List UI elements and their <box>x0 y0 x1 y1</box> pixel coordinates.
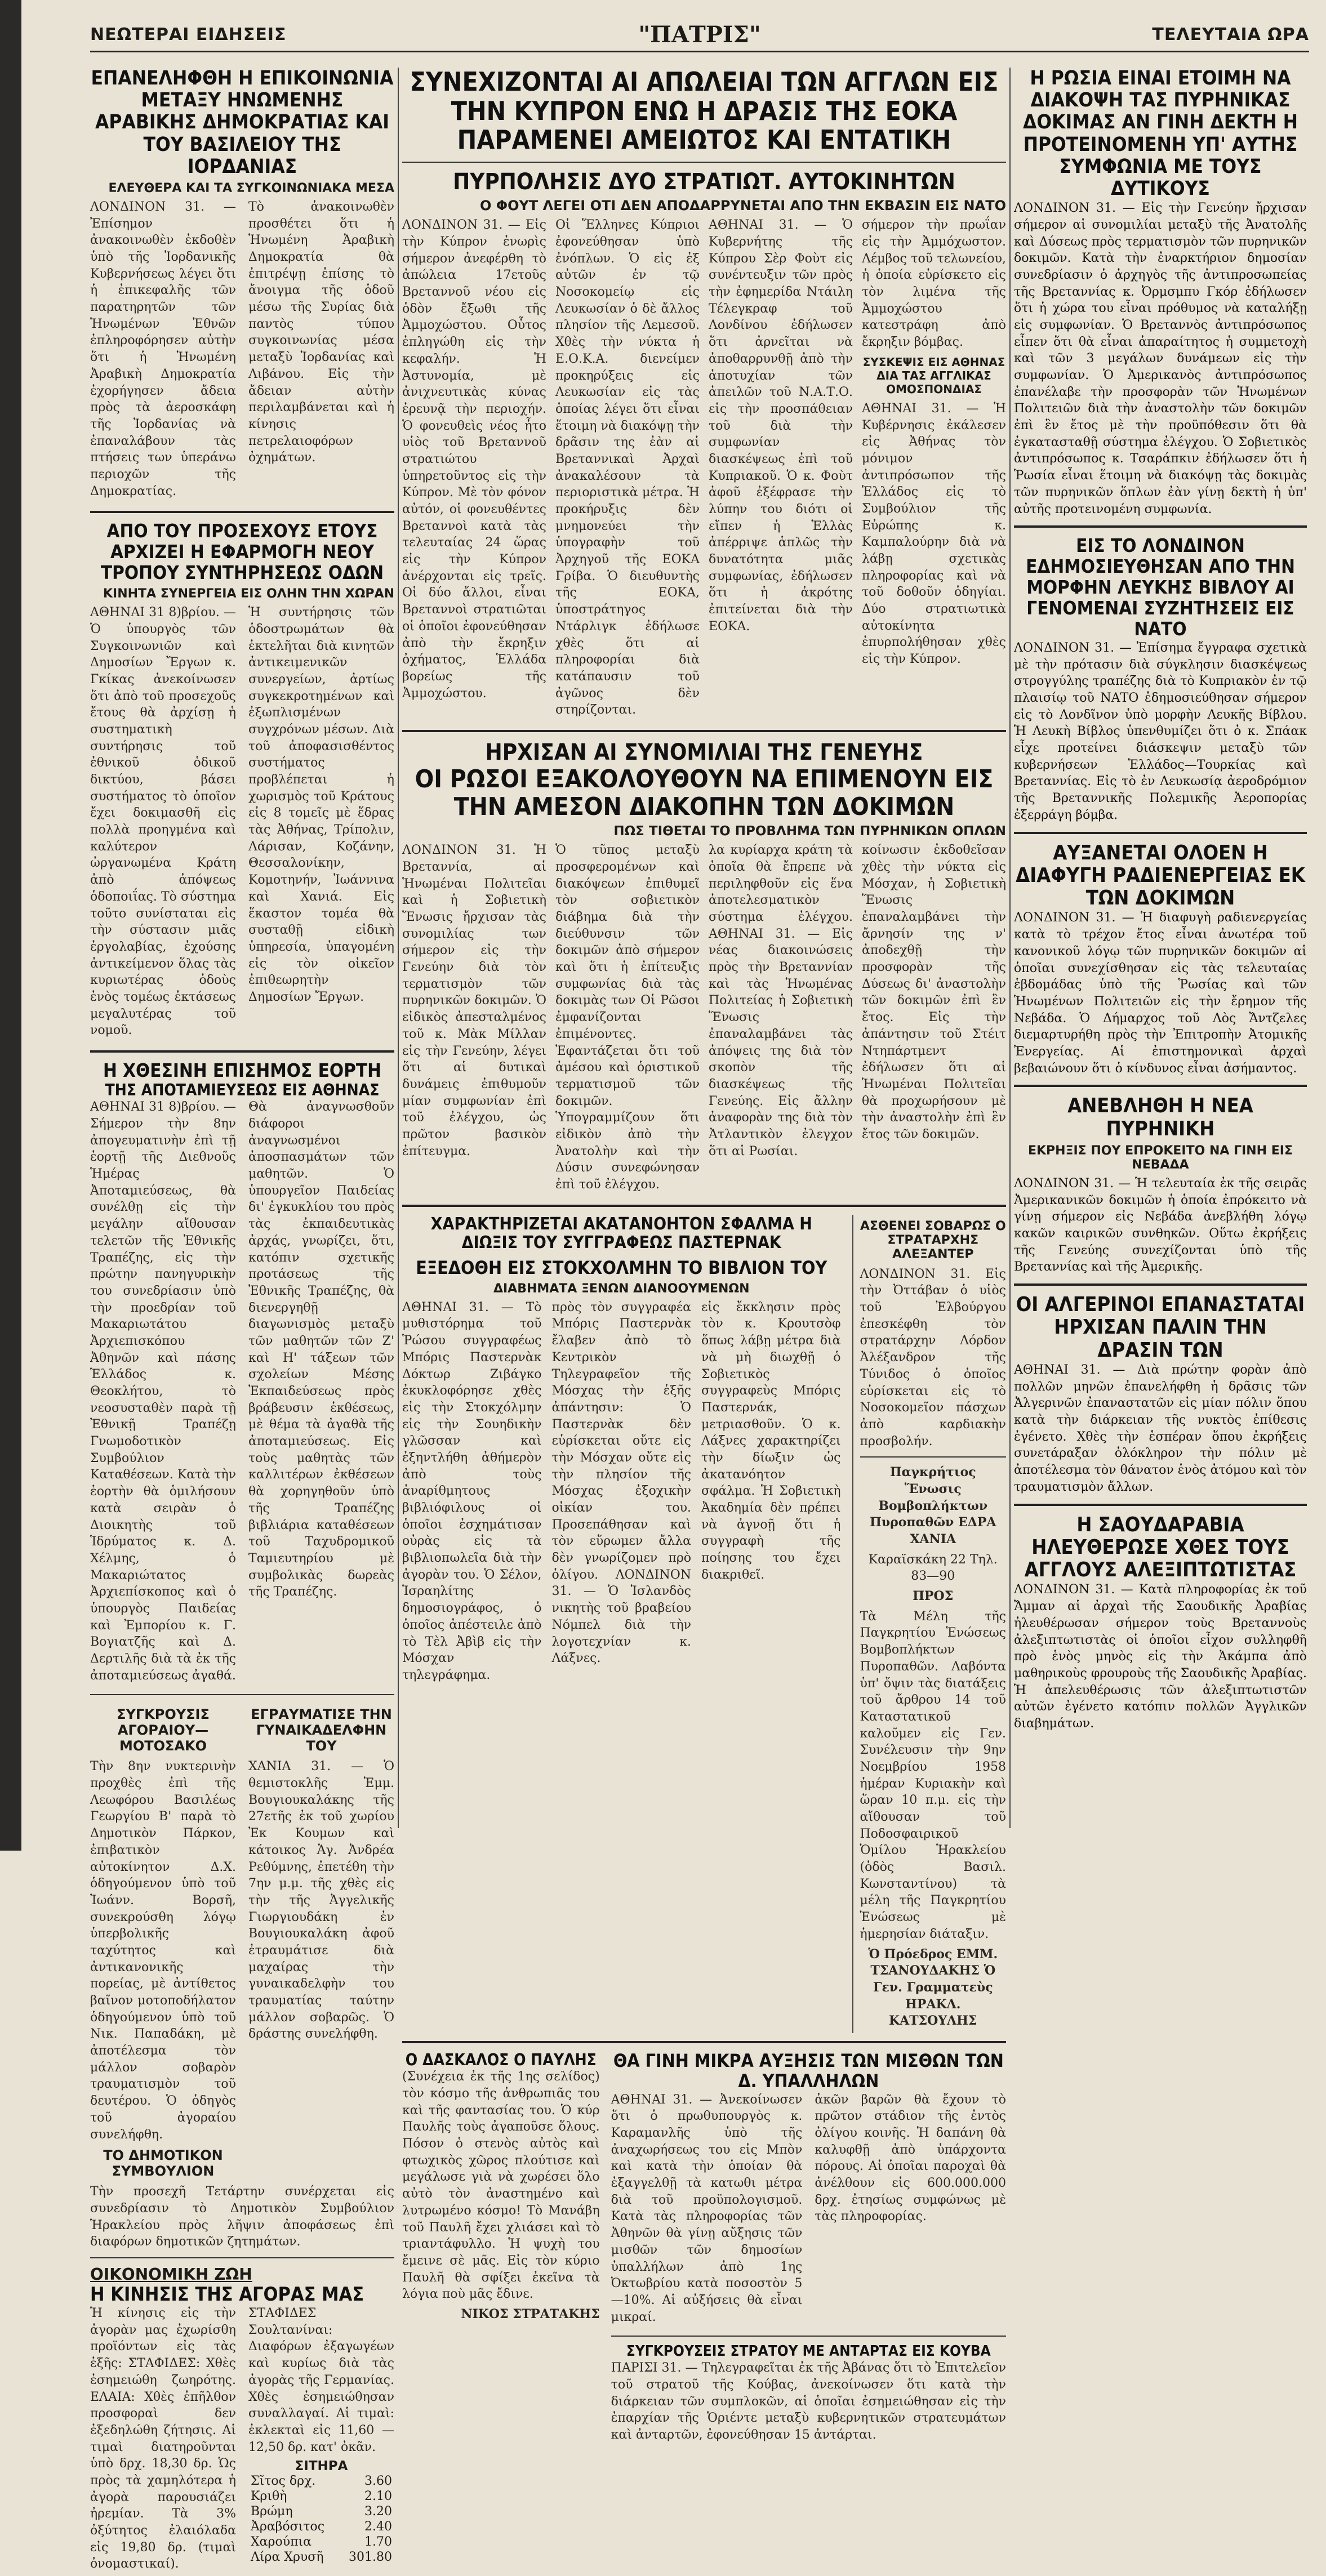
section-economy: ΟΙΚΟΝΟΜΙΚΗ ΖΩΗ <box>90 2265 252 2284</box>
article-athens-meeting: ΑΘΗΝΑΙ 31. — Ἡ Κυβέρνησις ἐκάλεσεν εἰς Ἀθήνας τὸν μόνιμον ἀντιπρόσωπον τῆς Ἑλλάδος εἰς τὸ Συμβούλιον τῆς Εὐρώπης κ. Καμπαλούρην διὰ νὰ λάβῃ σχετικὰς πληροφορίας καὶ νὰ τοῦ δοθοῦν ὁδηγίαι. Δύο στρατιωτικὰ αὐτοκίνητα ἐπυρπολήθησαν χθὲς εἰς τὴν Κύπρον. <box>862 401 1006 667</box>
market-item: Ἀραβόσιτος <box>251 2520 325 2534</box>
article-teacher-author: ΝΙΚΟΣ ΣΤΡΑΤΑΚΗΣ <box>461 2306 600 2321</box>
headline-salaries: ΘΑ ΓΙΝΗ ΜΙΚΡΑ ΑΥΞΗΣΙΣ ΤΩΝ ΜΙΣΘΩΝ ΤΩΝ Δ. ΥΠΑΛΛΗΛΩΝ <box>613 2049 1004 2092</box>
headline-athens-meeting: ΣΥΣΚΕΨΙΣ ΕΙΣ ΑΘΗΝΑΣ ΔΙΑ ΤΑΣ ΑΓΓΛΙΚΑΣ ΟΜΟΣΠΟΝΔΙΑΣ <box>862 355 1005 396</box>
headline-cuba: ΣΥΓΚΡΟΥΣΕΙΣ ΣΤΡΑΤΟΥ ΜΕ ΑΝΤΑΡΤΑΣ ΕΙΣ ΚΟΥΒΑ <box>626 2343 991 2360</box>
article-cyprus-d: σήμερον τὴν πρωΐαν εἰς τὴν Ἀμμόχωστον. Λέμβος τοῦ τελωνείου, ἡ ὁποία εὑρίσκετο εἰς τὸν λιμένα τῆς Ἀμμοχώστου κατεστράφη ἀπὸ ἔκρηξιν βόμβας. <box>862 218 1006 350</box>
article-geneva-b: Ὁ τῦπος μεταξὺ προσφερομένων καὶ διακόψεων ἐπιθυμεῖ τὸν σοβιετικὸν διάβημα διὰ τὴν διεύθυνσιν τῶν δοκιμῶν ἀπὸ σήμερον καὶ ὅτι ἡ ἐπίτευξις συμφωνίας διὰ τὰς δοκιμὰς των Οἱ Ρῶσοι ἐμφανίζονται ἐπιμένοντες. Ἐφαντάζεται ὅτι τοῦ ἀμέσου καὶ ὁριστικοῦ τερματισμοῦ τῶν δοκιμῶν. Ὑπογραμμίζουν ὅτι εἰδικὸν ἀπὸ τὴν Ἀνατολὴν καὶ τὴν Δύσιν συνεφώνησαν ἐπὶ τοῦ ἐλέγχου. <box>555 843 700 1192</box>
article-radiation: ΛΟΝΔΙΝΟΝ 31. — Ἡ διαφυγὴ ραδιενεργείας κατὰ τὸ τρέχον ἔτος εἶναι ἀνωτέρα τοῦ κανονικοῦ λόγῳ τῶν πυρηνικῶν δοκιμῶν αἱ ὁποῖαι συνεχίσθησαν εἰς τὰς τελευταίας ἑβδομάδας ὑπὸ τῆς Ῥωσίας καὶ τῶν Ἡνωμένων Πολιτειῶν εἰς τὴν ἔρημον τῆς Νεβάδα. Ὁ Δήμαρχος τοῦ Λὸς Ἄντζελες διεμαρτυρήθη πρὸς τὴν Ἐπιτροπὴν Ἀτομικῆς Ἐνεργείας. Αἱ ἐπιστημονικαὶ ἀρχαὶ βεβαιώνουν ὅτι ὁ κίνδυνος εἶναι ἀσήμαντος. <box>1014 911 1307 1076</box>
article-roads-a: ΑΘΗΝΑΙ 31 8)βρίου. — Ὁ ὑπουργὸς τῶν Συγκοινωνιῶν καὶ Δημοσίων Ἔργων κ. Γκίκας ἀνεκοίνωσεν ὅτι ἀπὸ τοῦ προσεχοῦς ἔτους θὰ ἀρχίσῃ ἡ συστηματικὴ συντήρησις τοῦ ἐθνικοῦ ὁδικοῦ δικτύου, βάσει συστήματος τὸ ὁποῖον ἔχει δοκιμασθῆ εἰς πολλὰ προηγμένα καὶ καλύτερον ὠργανωμένα Κράτη ἀπὸ ἀπόψεως ὁδοποιΐας. Τὸ σύστημα τοῦτο συνίσταται εἰς τὴν σύστασιν μιᾶς ἐργολαβίας, ἐχούσης ἀντικείμενον ὅλας τὰς κυριωτέρας ὁδοὺς ἑνὸς τομέως ἐκτάσεως μεγαλυτέρας τοῦ νομοῦ. <box>90 605 236 1038</box>
column-center <box>402 66 1007 2443</box>
article-russia-ready: ΛΟΝΔΙΝΟΝ 31. — Εἰς τὴν Γενεύην ἤρχισαν σήμερον αἱ συνομιλίαι μεταξὺ τῆς Ἀνατολῆς καὶ Δύσεως πρὸς τερματισμὸν τῶν πυρηνικῶν δοκιμῶν. Κατὰ τὴν ἐναρκτήριον δημοσίαν συνεδρίασιν ὁ ἀρχηγὸς τῆς ἀντιπροσωπείας τῆς Βρεταννίας κ. Ὀρμσμπυ Γκόρ ἐδήλωσεν ὅτι ἡ χώρα του εἶναι πρόθυμος νὰ καταλήξῃ εἰς συμφωνίαν. Ὁ Βρεταννὸς ἀντιπρόσωπος εἶπεν ὅτι θὰ εἶναι ἀπαραίτητος ἡ συμμετοχὴ καὶ τῶν 3 μεγάλων δυνάμεων εἰς τὴν συμφωνίαν. Ὁ Ἀμερικανὸς ἀντιπρόσωπος ἐπανέλαβε τὴν προσφορὰν τῶν Ἡνωμένων Πολιτειῶν διὰ τὴν ἀναστολὴν τῶν δοκιμῶν ἐπὶ ἓν ἔτος μὲ τὴν προϋπόθεσιν ὅτι θὰ ἐγκατασταθῇ σύστημα ἐλέγχου. Ὁ Σοβιετικὸς ἀντιπρόσωπος κ. Τσαράπκιν ἐδήλωσεν ὅτι ἡ Ῥωσία εἶναι ἕτοιμη νὰ διακόψῃ τὰς δοκιμὰς τῶν πυρηνικῶν ὅπλων ἐὰν γίνῃ δεκτὴ ἡ ὑπ' αὐτῆς προτεινομένη συμφωνία. <box>1014 201 1307 516</box>
market-item: Λίρα Χρυσῆ <box>251 2550 324 2565</box>
article-market-a: Ἡ κίνησις εἰς τὴν ἀγορὰν μας ἐχωρίσθη προϊόντων εἰς τὰς ἑξῆς: ΣΤΑΦΙΔΕΣ: Χθὲς ἐσημειώθη ζωηρότης. ΕΛΑΙΑ: Χθὲς ἐπῆλθον προσφοραὶ δεν ἐξεδηλώθη ζήτησις. Αἱ τιμαὶ διατηροῦνται ὑπὸ δρχ. 18,30 δρ. Ὡς πρὸς τὰ χαμηλότερα ἡ ἀγορὰ παρουσιάζει ἠρεμίαν. Τὰ 3% ὀξύτητος ἐλαιόλαδα εἰς 19,80 δρ. (τιμαὶ ὀνομαστικαί). <box>90 2306 236 2571</box>
article-white-paper: ΛΟΝΔΙΝΟΝ 31. — Ἐπίσημα ἔγγραφα σχετικὰ μὲ τὴν πρότασιν διὰ σύγκλησιν διασκέψεως στρογγύλης τραπέζης διὰ τὸ Κυπριακὸν ἐν τῷ πλαισίῳ τοῦ ΝΑΤΟ ἐδημοσιεύθησαν σήμερον εἰς τὸ Λονδῖνον ὑπὸ μορφὴν Λευκῆς Βίβλου. Ἡ Λευκὴ Βίβλος ὑπενθυμίζει ὅτι ὁ κ. Σπάακ εἶχε προτείνει διάσκεψιν μεταξὺ τῶν κυβερνήσεων Ἑλλάδος—Τουρκίας καὶ Βρεταννίας. Εἰς τὸ ἐν Λευκωσίᾳ ἀεροδρόμιον τῆς Βρεταννικῆς Πολεμικῆς Ἀεροπορίας ἐξερράγη βόμβα. <box>1014 640 1307 822</box>
headline-radiation: ΑΥΞΑΝΕΤΑΙ ΟΛΟΕΝ Η ΔΙΑΦΥΓΗ ΡΑΔΙΕΝΕΡΓΕΙΑΣ ΕΚ ΤΩΝ ΔΟΚΙΜΩΝ <box>1016 841 1305 910</box>
headline-stockholm: ΕΞΕΔΟΘΗ ΕΙΣ ΣΤΟΚΧΟΛΜΗΝ ΤΟ ΒΙΒΛΙΟΝ ΤΟΥ <box>416 1256 827 1278</box>
article-pasternak-a: ΑΘΗΝΑΙ 31. — Τὸ μυθιστόρημα τοῦ Ῥώσου συγγραφέως Μπόρις Παστερνὰκ Δόκτωρ Ζιβάγκο ἐκυκλοφόρησε χθὲς εἰς τὴν Στοκχόλμην εἰς τὴν Σουηδικὴν γλῶσσαν καὶ ἐξηντλήθη ἀθήμερὸν ἀπὸ τοὺς ἀναρίθμητους βιβλιόφιλους οἱ ὁποῖοι ἐσχημάτισαν οὐρὰς εἰς τὰ βιβλιοπωλεῖα διὰ τὴν ἀγορὰν του. Ὁ Σέλον, Ἱσραηλίτης δημοσιογράφος, ὁ ὁποῖος ἀπέστειλε ἀπὸ τὸ Τὲλ Ἀβὶβ εἰς τὴν Μόσχαν τηλεγράφημα. <box>402 1300 542 1682</box>
market-row <box>248 2519 394 2534</box>
headline-cyprus: ΣΥΝΕΧΙΖΟΝΤΑΙ ΑΙ ΑΠΩΛΕΙΑΙ ΤΩΝ ΑΓΓΛΩΝ ΕΙΣ ΤΗΝ ΚΥΠΡΟΝ ΕΝΩ Η ΔΡΑΣΙΣ ΤΗΣ ΕΟΚΑ ΠΑΡΑΜΕΝΕΙ ΑΜΕΙΩΤΟΣ ΚΑΙ ΕΝΤΑΤΙΚΗ <box>410 66 999 155</box>
article-pasternak-c: εἰς ἔκκλησιν πρὸς τὸν κ. Κρουτσὸφ ὅπως λάβῃ μέτρα διὰ νὰ μὴ διωχθῇ ὁ Σοβιετικὸς συγγραφεὺς Μπόρις Παστερνάκ, μετριασθοῦν. Ὁ κ. Λάξνες χαρακτηρίζει τὴν δίωξιν ὡς ἀκατανόητον σφάλμα. Ἡ Σοβιετικὴ Ἀκαδημία δὲν πρέπει νὰ ἀγνοῇ ὅτι ἡ συγγραφὴ τῆς ποίησης του ἔχει διακριθεῖ. <box>701 1300 841 1582</box>
notice-address: Καραϊσκάκη 22 Τηλ. 83—90 <box>868 1552 998 1584</box>
article-cyprus-b: Οἱ Ἕλληνες Κύπριοι ἐφονεύθησαν ὑπὸ ἐνόπλων. Ὁ εἰς ἐξ αὐτῶν ἐν τῷ Νοσοκομείῳ εἰς Λευκωσίαν ὁ δὲ ἄλλος πλησίον τῆς Λεμεσοῦ. Χθὲς τὴν νύκτα ἡ Ε.Ο.Κ.Α. διενείμεν προκηρύξεις εἰς Λευκωσίαν εἰς τὰς ὁποίας λέγει ὅτι εἶναι ἕτοιμη νὰ διακόψῃ τὴν δρᾶσιν της ἐὰν αἱ Βρεταννικαὶ Ἀρχαὶ ἀνακαλέσουν τὰ περιοριστικὰ μέτρα. Ἡ προκήρυξις δὲν μνημονεύει τὴν ὑπογραφὴν τοῦ Ἀρχηγοῦ τῆς ΕΟΚΑ Γρίβα. Ὁ διευθυντὴς τῆς ΕΟΚΑ, ὑποστράτηγος Ντάρλιγκ ἐδήλωσε χθὲς ὅτι αἱ πληροφορίαι διὰ κατάπαυσιν τοῦ ἀγῶνος δὲν στηρίζονται. <box>555 218 700 717</box>
masthead-left: ΝΕΩΤΕΡΑΙ ΕΙΔΗΣΕΙΣ <box>90 25 287 44</box>
headline-algerians: ΟΙ ΑΛΓΕΡΙΝΟΙ ΕΠΑΝΑΣΤΑΤΑΙ ΗΡΧΙΣΑΝ ΠΑΛΙΝ ΤΗΝ ΔΡΑΣΙΝ ΤΩΝ <box>1016 1293 1305 1362</box>
article-alexander: ΛΟΝΔΙΝΟΝ 31. Εἰς τὴν Ὀττάβαν ὁ υἱὸς τοῦ Ἐλβούργου ἐπεσκέφθη τὸν στρατάρχην Λόρδον Ἀλέξανδρον τῆς Τύνιδος ὁ ὁποῖος εὑρίσκεται εἰς τὸ Νοσοκομεῖον πάσχων ἀπὸ καρδιακὴν προσβολήν. <box>860 1267 1006 1449</box>
article-cyprus-a: ΛΟΝΔΙΝΟΝ 31. — Εἰς τὴν Κύπρον ἐνωρὶς σήμερον ἀνεφέρθη τὸ ἀπώλεια 17ετοῦς Βρεταννοῦ νέου εἰς ὁδὸν ἔξωθι τῆς Ἀμμοχώστου. Οὗτος ἐπληγώθη εἰς τὴν κεφαλήν. Ἡ Ἀστυνομία, μὲ ἀνιχνευτικὰς κύνας ἐρευνᾷ τὴν περιοχήν. Ὁ φονευθεὶς νέος ἦτο υἱὸς τοῦ Βρεταννοῦ στρατιώτου ὑπηρετοῦντος εἰς τὴν Κύπρον. Μὲ τὸν φόνον αὐτόν, οἱ φονευθέντες Βρεταννοὶ κατὰ τὰς τελευταίας 24 ὥρας εἰς τὴν Κύπρον ἀνέρχονται εἰς τρεῖς. Οἱ δύο ἄλλοι, εἶναι Βρεταννοὶ στρατιῶται οἱ ὁποῖοι ἐφονεύθησαν ἀπὸ τὴν ἔκρηξιν ὀχήματος, Ἑλλάδα βορείως τῆς Ἀμμοχώστου. <box>402 218 546 701</box>
market-price: 2.40 <box>364 2520 392 2534</box>
headline-jordan: ΕΠΑΝΕΛΗΦΘΗ Η ΕΠΙΚΟΙΝΩΝΙΑ ΜΕΤΑΞΥ ΗΝΩΜΕΝΗΣ ΑΡΑΒΙΚΗΣ ΔΗΜΟΚΡΑΤΙΑΣ ΚΑΙ ΤΟΥ ΒΑΣΙΛΕΙΟΥ ΤΗΣ ΙΟΡΔΑΝΙΑΣ <box>91 67 394 178</box>
article-jordan-b: Τὸ ἀνακοινωθὲν προσθέτει ὅτι ἡ Ἡνωμένη Ἀραβικὴ Δημοκρατία θὰ ἐπιτρέψῃ ἐπίσης τὸ ἄνοιγμα τῆς ὁδοῦ μέσω τῆς Συρίας διὰ παντὸς τύπου συγκοινωνίας μέσα μεταξὺ Ἰορδανίας καὶ Λιβάνου. Εἰς τὴν ἄδειαν αὐτὴν περιλαμβάνεται καὶ ἡ κίνησις πετρελαιοφόρων ὀχημάτων. <box>248 199 394 465</box>
market-price: 3.20 <box>364 2504 392 2519</box>
headline-white-paper: ΕΙΣ ΤΟ ΛΟΝΔΙΝΟΝ ΕΔΗΜΟΣΙΕΥΘΗΣΑΝ ΑΠΟ ΤΗΝ ΜΟΡΦΗΝ ΛΕΥΚΗΣ ΒΙΒΛΟΥ ΑΙ ΓΕΝΟΜΕΝΑΙ ΣΥΖΗΤΗΣΕΙΣ ΕΙΣ ΝΑΤΟ <box>1026 534 1295 640</box>
headline-russia-ready: Η ΡΩΣΙΑ ΕΙΝΑΙ ΕΤΟΙΜΗ ΝΑ ΔΙΑΚΟΨΗ ΤΑΣ ΠΥΡΗΝΙΚΑΣ ΔΟΚΙΜΑΣ ΑΝ ΓΙΝΗ ΔΕΚΤΗ Η ΠΡΟΤΕΙΝΟΜΕΝΗ ΥΠ' ΑΥΤΗΣ ΣΥΜΦΩΝΙΑ ΜΕ ΤΟΥΣ ΔΥΤΙΚΟΥΣ <box>1023 67 1298 200</box>
headline-alexander: ΑΣΘΕΝΕΙ ΣΟΒΑΡΩΣ Ο ΣΤΡΑΤΑΡΧΗΣ ΑΛΕΞΑΝΤΕΡ <box>860 1219 1006 1262</box>
headline-russians: ΟΙ ΡΩΣΟΙ ΕΞΑΚΟΛΟΥΘΟΥΝ ΝΑ ΕΠΙΜΕΝΟΥΝ ΕΙΣ ΤΗΝ ΑΜΕΣΟΝ ΔΙΑΚΟΠΗΝ ΤΩΝ ΔΟΚΙΜΩΝ <box>415 764 994 822</box>
headline-savings-2: ΤΗΣ ΑΠΟΤΑΜΙΕΥΣΕΩΣ ΕΙΣ ΑΘΗΝΑΣ <box>105 1081 380 1099</box>
headline-wounded: ΕΓΡΑΥΜΑΤΙΣΕ ΤΗΝ ΓΥΝΑΙΚΑΔΕΛΦΗΝ ΤΟΥ <box>251 1706 392 1754</box>
article-saudi: ΛΟΝΔΙΝΟΝ 31. — Κατὰ πληροφορίας ἐκ τοῦ Ἄμμαν αἱ ἀρχαὶ τῆς Σαουδικῆς Ἀραβίας ἠλευθέρωσαν σήμερον τοὺς Βρεταννοὺς ἀλεξιπτωτιστὰς οἱ ὁποῖοι εἶχον συλληφθῆ πρὸ ἑνὸς μηνὸς εἰς τὴν Ἀκάμπα ἀπὸ μαθηρικοὺς φρουροὺς τῆς Σαουδικῆς Ἀραβίας. Ἡ ἀπελευθέρωσις τῶν ἀλεξιπτωτιστῶν αὐτῶν ἐγένετο κατόπιν πολλῶν Ἀγγλικῶν διαβημάτων. <box>1014 1583 1307 1731</box>
article-cyprus-c: ΑΘΗΝΑΙ 31. — Ὁ Κυβερνήτης τῆς Κύπρου Σὲρ Φοὺτ εἰς συνέντευξιν τῶν πρὸς τὴν ἐφημερίδα Ντάιλη Τέλεγκραφ τοῦ Λονδίνου ἐδήλωσεν ὅτι ἀρνεῖται νὰ ἀποθαρρυνθῇ ἀπὸ τὴν ἀποτυχίαν τῶν ἀπειλῶν τοῦ Ν.Α.Τ.Ο. εἰς τὴν προσπάθειαν τοῦ διὰ τὴν συμφωνίαν διασκέψεως ἐπὶ τοῦ Κυπριακοῦ. Ὁ κ. Φοὺτ ἀφοῦ ἐξέφρασε τὴν λύπην του διότι οἱ εἴπεν ἡ Ἑλλὰς ἀπέρριψε ἁπλῶς τὴν δυνατότητα μιᾶς συμφωνίας, ἐδήλωσεν ὅτι ἡ ἀκρότης ἐπιτείνεται διὰ τὴν ΕΟΚΑ. <box>709 218 853 634</box>
market-item: Χαρούπια <box>251 2535 312 2550</box>
article-market-b: ΣΤΑΦΙΔΕΣ Σουλτανίναι: Διαφόρων ἐξαγωγέων καὶ κυρίως διὰ τὰς ἀγορὰς τῆς Γερμανίας. Χθὲς ἐσημειώθησαν συναλλαγαί. Αἱ τιμαὶ: ἐκλεκταὶ εἰς 11,60 — 12,50 δρ. κατ' ὀκᾶν. <box>248 2306 394 2454</box>
masthead-title: "ΠΑΤΡΙΣ" <box>638 21 761 48</box>
article-pasternak-b: πρὸς τὸν συγγραφέα Μπόρις Παστερνὰκ ἔλαβεν ἀπὸ τὸ Κεντρικὸν Τηλεγραφεῖον τῆς Μόσχας τὴν ἑξῆς ἀπάντησιν: Ὁ Παστερνὰκ δὲν εὑρίσκεται οὔτε εἰς τὴν Μόσχαν οὔτε εἰς τὴν πλησίον τῆς Μόσχας ἐξοχικὴν οἰκίαν του. Προσεπάθησαν καὶ τὸν εὕρωμεν ἄλλα δὲν γνωρίζομεν πρὸ ὁλίγου. ΛΟΝΔΙΝΟΝ 31. — Ὁ Ἰσλανδὸς νικητὴς τοῦ βραβείου Νόμπελ διὰ τὴν λογοτεχνίαν κ. Λάξνες. <box>551 1300 691 1666</box>
headline-teacher: Ο ΔΑΣΚΑΛΟΣ Ο ΠΑΥΛΗΣ <box>405 2050 597 2069</box>
masthead-right: ΤΕΛΕΥΤΑΙΑ ΩΡΑ <box>1152 25 1309 44</box>
market-table-title: ΣΙΤΗΡΑ <box>295 2459 348 2474</box>
headline-collision: ΣΥΓΚΡΟΥΣΙΣ ΑΓΟΡΑΙΟΥ—ΜΟΤΟΣΑΚΟ <box>117 1706 210 1754</box>
notice-signature: Ὁ Πρόεδρος ΕΜΜ. ΤΣΑΝΟΥΔΑΚΗΣ Ὁ Γεν. Γραμματεὺς ΗΡΑΚΛ. ΚΑΤΣΟΥΛΗΣ <box>868 1946 998 2029</box>
subhead-nuclear: ΠΩΣ ΤΙΘΕΤΑΙ ΤΟ ΠΡΟΒΛΗΜΑ ΤΩΝ ΠΥΡΗΝΙΚΩΝ ΟΠΛΩΝ <box>613 824 1006 839</box>
subhead-roads: ΚΙΝΗΤΑ ΣΥΝΕΡΓΕΙΑ ΕΙΣ ΟΛΗΝ ΤΗΝ ΧΩΡΑΝ <box>103 587 394 601</box>
headline-saudi: Η ΣΑΟΥΔΑΡΑΒΙΑ ΗΛΕΥΘΕΡΩΣΕ ΧΘΕΣ ΤΟΥΣ ΑΓΓΛΟΥΣ ΑΛΕΞΙΠΤΩΤΙΣΤΑΣ <box>1024 1513 1297 1582</box>
headline-geneva: ΗΡΧΙΣΑΝ ΑΙ ΣΥΝΟΜΙΛΙΑΙ ΤΗΣ ΓΕΝΕΥΗΣ <box>485 739 923 765</box>
article-geneva-a: ΛΟΝΔΙΝΟΝ 31. Ἡ Βρεταννία, αἱ Ἡνωμέναι Πολιτεῖαι καὶ ἡ Σοβιετικὴ Ἕνωσις ἤρχισαν τὰς συνομιλίας των σήμερον εἰς τὴν Γενεύην διὰ τὸν τερματισμὸν τῶν πυρηνικῶν δοκιμῶν. Ὁ εἰδικὸς ἀπεσταλμένος τοῦ κ. Μὰκ Μίλλαν εἰς τὴν Γενεύην, λέγει ὅτι αἱ δυτικαὶ δυνάμεις ἐπιθυμοῦν μίαν συμφωνίαν ἐπὶ τοῦ ἐλέγχου, ὡς πρῶτον βασικὸν ἐπίτευγμα. <box>402 843 546 1158</box>
article-savings-b: Θὰ ἀναγνωσθοῦν διάφοροι ἀναγνωσμένοι ἀποσπασμάτων τῶν μαθητῶν. Ὁ ὑπουργεῖον Παιδείας δι' ἐγκυκλίου του πρὸς τὰς ἐκπαιδευτικὰς ἀρχάς, γνωρίζει, ὅτι, κατόπιν σχετικῆς προτάσεως τῆς Ἐθνικῆς Τραπέζης, θὰ διενεργηθῇ διαγωνισμὸς μεταξὺ τῶν μαθητῶν τῶν Ζ' καὶ Η' τάξεων τῶν σχολείων Μέσης Ἐκπαιδεύσεως πρὸς βράβευσιν ἐκθέσεως, μὲ θέμα τὰ ἀγαθὰ τῆς ἀποταμιεύσεως. Εἰς τοὺς μαθητὰς τῶν καλλιτέρων ἐκθέσεων θὰ χορηγηθοῦν ὑπὸ τῆς Τραπέζης βιβλιάρια καταθέσεων τοῦ Ταχυδρομικοῦ Ταμιευτηρίου μὲ συμβολικὰς δωρεὰς τῆς Τραπέζης. <box>248 1100 394 1599</box>
headline-savings: Η ΧΘΕΣΙΝΗ ΕΠΙΣΗΜΟΣ ΕΟΡΤΗ <box>103 1059 382 1082</box>
market-item: Σῖτος δρχ. <box>251 2474 316 2489</box>
column-left <box>90 67 394 2571</box>
headline-roads: ΑΠΟ ΤΟΥ ΠΡΟΣΕΧΟΥΣ ΕΤΟΥΣ ΑΡΧΙΖΕΙ Η ΕΦΑΡΜΟΓΗ ΝΕΟΥ ΤΡΟΠΟΥ ΣΥΝΤΗΡΗΣΕΩΣ ΟΔΩΝ <box>100 520 384 584</box>
notice-text: Τὰ Μέλη τῆς Παγκρητίου Ἑνώσεως Βομβοπλήκτων Πυροπαθῶν. Λαβόντα ὑπ' ὄψιν τὰς διατάξεις τοῦ ἄρθρου 14 τοῦ Καταστατικοῦ καλοῦμεν εἰς Γεν. Συνέλευσιν τὴν 9ην Νοεμβρίου 1958 ἡμέραν Κυριακὴν καὶ ὥραν 10 π.μ. εἰς τὴν αἴθουσαν τοῦ Ποδοσφαιρικοῦ Ὁμίλου Ἡρακλείου (ὁδὸς Βασιλ. Κωνσταντίνου) τὰ μέλη τῆς Παγκρητίου Ἑνώσεως μὲ ἡμερησίαν διάταξιν. <box>860 1609 1006 1941</box>
market-row <box>248 2534 394 2550</box>
binding-strip <box>0 0 21 1851</box>
article-postponed: ΛΟΝΔΙΝΟΝ 31. — Ἡ τελευταία ἐκ τῆς σειρᾶς Ἀμερικανικῶν δοκιμῶν ἡ ὁποία ἐπρόκειτο νὰ γίνῃ σήμερον εἰς Νεβάδα ἀνεβλήθη λόγῳ κακῶν καιρικῶν συνθηκῶν. Οὕτω ἐκρήξεις τῆς Γενεύης συνεχίζονται ὑπὸ τῆς Βρεταννίας καὶ τῆς Ἀμερικῆς. <box>1014 1176 1307 1274</box>
article-geneva-d: κοίνωσιν ἐκδοθεῖσαν χθὲς τὴν νύκτα εἰς Μόσχαν, ἡ Σοβιετικὴ Ἕνωσις ἐπαναλαμβάνει τὴν ἄρνησίν της ν' ἀποδεχθῇ τὴν προσφορὰν τῆς Δύσεως δι' ἀναστολὴν τῶν δοκιμῶν ἐπὶ ἓν ἔτος. Εἰς τὴν ἀπάντησιν τοῦ Στέιτ Ντηπάρτμεντ ἐδήλωσεν ὅτι αἱ Ἡνωμέναι Πολιτεῖαι θὰ προχωρήσουν μὲ τὴν ἀναστολὴν ἐπὶ ἓν ἔτος τῶν δοκιμῶν. <box>862 843 1006 1142</box>
market-row <box>248 2474 394 2489</box>
subhead-jordan: ΕΛΕΥΘΕΡΑ ΚΑΙ ΤΑ ΣΥΓΚΟΙΝΩΝΙΑΚΑ ΜΕΣΑ <box>108 181 394 195</box>
article-teacher: (Συνέχεια ἐκ τῆς 1ης σελίδος) τὸν κόσμο τῆς ἀνθρωπιᾶς του καὶ τῆς φαντασίας του. Ὁ κύρ Παυλῆς τοὺς ἀγαποῦσε ὅλους. Πόσον ὁ στενὸς αὐτὸς καὶ φτωχικὸς χῶρος πλούτισε καὶ μεγάλωσε γιὰ νὰ χωρέσει ὅλο αὐτὸ τὸν ἀναστημένο καὶ λυτρωμένο κόσμο! Τὸ Μανάβη τοῦ Παυλῆ ἔχει χλιάσει καὶ τὸ τριαντάφυλλο. Ἡ ψυχὴ του ἔμεινε σὲ μᾶς. Εἰς τὸν κύριο Παυλῆ θὰ σφίξει ἐκεῖνα τὰ λόγια ποὺ μᾶς ἔδινε. <box>402 2070 600 2302</box>
headline-postponed: ΑΝΕΒΛΗΘΗ Η ΝΕΑ ΠΥΡΗΝΙΚΗ <box>1067 1094 1253 1140</box>
article-wounded: ΧΑΝΙΑ 31. — Ὁ θεμιστοκλῆς Ἐμμ. Βουγιουκαλάκης τῆς 27ετῆς ἐκ τοῦ χωρίου Ἐκ Κουμων καὶ κάτοικος Ἁγ. Ἀνδρέα Ρεθύμνης, ἐπετέθη τὴν 7ην μ.μ. τῆς χθὲς εἰς τὴν τῆς Ἀγγελικῆς Γιωργιουδάκη ἐν Βουγιουκαλάκη ἀφοῦ ἐτραυμάτισε διὰ μαχαίρας τὴν γυναικαδελφὴν του τραυματίας ταύτην μάλλον σοβαρῶς. Ὁ δράστης συνελήφθη. <box>248 1759 394 2042</box>
article-roads-b: Ἡ συντήρησις τῶν ὁδοστρωμάτων θὰ ἐκτελῆται διὰ κινητῶν ἀντικειμενικῶν συνεργείων, ἀρτίως συγκεκροτημένων καὶ ἐξωπλισμένων συγχρόνων μέσων. Διὰ τοῦ ἀποφασισθέντος συστήματος προβλέπεται ἡ χωρισμὸς τοῦ Κράτους εἰς 8 τομεῖς μὲ ἕδρας τὰς Ἀθήνας, Τρίπολιν, Λάρισαν, Κοζάνην, Θεσσαλονίκην, Κομοτηνήν, Ἰωάννινα καὶ Χανιά. Εἰς ἕκαστον τομέα θὰ συσταθῇ εἰδικὴ ὑπηρεσία, ὑπαγομένη εἰς τὸν οἰκεῖον ἐπιθεωρητὴν Δημοσίων Ἔργων. <box>248 605 394 1004</box>
article-salaries-b: ἀκῶν βαρῶν θὰ ἔχουν τὸ πρῶτον στάδιον τῆς ἐντὸς ὀλίγου κοινῆς. Ἡ δαπάνη θὰ καλυφθῇ ἀπὸ ὑπάρχοντα πόρους. Αἱ ὁποῖαι παροχαὶ θὰ ἀνέλθουν εἰς 600.000.000 δρχ. ἐτησίως συμφώνως μὲ τὰς πληροφορίας. <box>815 2092 1007 2224</box>
masthead <box>90 21 1309 52</box>
headline-vehicles: ΠΥΡΠΟΛΗΣΙΣ ΔΥΟ ΣΤΡΑΤΙΩΤ. ΑΥΤΟΚΙΝΗΤΩΝ <box>453 168 955 195</box>
article-algerians: ΑΘΗΝΑΙ 31. — Διὰ πρώτην φορὰν ἀπὸ πολλῶν μηνῶν ἐπανελήφθη ἡ δρᾶσις τῶν Ἀλγερινῶν ἐπαναστατῶν εἰς μίαν πόλιν ὅπου κατὰ τὴν διάρκειαν τῆς νυκτὸς ἐπίθεσις ἐγένετο. Χθὲς τὴν ἑσπέραν ὅπου ἐκρήξεις συνετάραξαν ὁλόκληρον τὴν πόλιν μὲ ἀποτέλεσμα τὸν θάνατον ἑνὸς ἀτόμου καὶ τὸν τραυματισμὸν ἄλλων. <box>1014 1363 1307 1494</box>
article-geneva-c: λα κυρίαρχα κράτη τὰ ὁποῖα θὰ ἔπρεπε νὰ περιληφθοῦν εἰς ἕνα ἀποτελεσματικὸν σύστημα ἐλέγχου. ΑΘΗΝΑΙ 31. — Εἰς νέας διακοινώσεις πρὸς τὴν Βρεταννίαν καὶ τὰς Ἡνωμένας Πολιτείας ἡ Σοβιετικὴ Ἕνωσις ἐπαναλαμβάνει τὰς ἀπόψεις της διὰ τὸν σκοπὸν τῆς διασκέψεως τῆς Γενεύης. Εἰς ἄλλην ἀναφορὰν της διὰ τὸν Ἀτλαντικὸν ἐλεγχον ὅτι αἱ Ρωσίαι. <box>709 843 853 1158</box>
article-savings-a: ΑΘΗΝΑΙ 31 8)βρίου. — Σήμερον τὴν 8ην ἀπογευματινὴν ἐπὶ τῇ ἑορτῇ τῆς Διεθνοῦς Ἡμέρας Ἀποταμιεύσεως, θὰ συνέλθῃ εἰς τὴν μεγάλην αἴθουσαν τελετῶν τῆς Ἐθνικῆς Τραπέζης, εἰς τὴν πρώτην πανηγυρικὴν του συνεδρίασιν ὑπὸ τὴν προεδρίαν τοῦ Μακαριωτάτου Ἀρχιεπισκόπου Ἀθηνῶν καὶ πάσης Ἑλλάδος κ. Θεοκλήτου, τὸ νεοσυσταθὲν παρὰ τῇ Ἐθνικῇ Τραπέζῃ Γνωμοδοτικὸν Συμβούλιον Καταθέσεων. Κατὰ τὴν ἑορτὴν θὰ ὁμιλήσουν κατὰ σειρὰν ὁ Διοικητὴς τοῦ Ἱδρύματος κ. Δ. Χέλμης, ὁ Μακαριώτατος Ἀρχιεπίσκοπος καὶ ὁ ὑπουργὸς Παιδείας καὶ Ἐμπορίου κ. Γ. Βογιατζῆς καὶ Δ. Δερτιλῆς διὰ τὰ ἐκ τῆς ἀποταμιεύσεως ἀγαθά. <box>90 1100 236 1683</box>
subhead-nevada: ΕΚΡΗΞΙΣ ΠΟΥ ΕΠΡΟΚΕΙΤΟ ΝΑ ΓΙΝΗ ΕΙΣ ΝΕΒΑΔΑ <box>1027 1143 1293 1172</box>
market-row <box>248 2504 394 2519</box>
market-price: 2.10 <box>364 2489 392 2504</box>
subhead-foot: Ο ΦΟΥΤ ΛΕΓΕΙ ΟΤΙ ΔΕΝ ΑΠΟΔΑΡΡΥΝΕΤΑΙ ΑΠΟ ΤΗΝ ΕΚΒΑΣΙΝ ΕΙΣ ΝΑΤΟ <box>479 198 1006 214</box>
article-council: Τὴν προσεχῆ Τετάρτην συνέρχεται εἰς συνεδρίασιν τὸ Δημοτικὸν Συμβούλιον Ἡρακλείου πρὸς λῆψιν ἀποφάσεως ἐπὶ διαφόρων δημοτικῶν ζητημάτων. <box>90 2185 394 2249</box>
column-rule <box>1009 68 1011 1828</box>
article-cuba: ΠΑΡΙΣΙ 31. — Τηλεγραφεῖται ἐκ τῆς Ἀβάνας ὅτι τὸ Ἐπιτελεῖον τοῦ στρατοῦ τῆς Κούβας, ἀνεκοίνωσεν ὅτι κατὰ τὴν διάρκειαν τῶν συμπλοκῶν, αἱ ὁποῖαι ἐσημειώθησαν εἰς τὴν ἐπαρχίαν τῆς Ὁριέντε μεταξὺ κυβερνητικῶν στρατευμάτων καὶ ἀνταρτῶν, ἐφονεύθησαν 15 ἀντάρται. <box>611 2361 1006 2443</box>
notice-to: ΠΡΟΣ <box>913 1589 954 1604</box>
column-rule <box>398 68 399 1828</box>
article-jordan-a: ΛΟΝΔΙΝΟΝ 31. — Ἐπίσημον ἀνακοινωθὲν ἐκδοθὲν ὑπὸ τῆς Ἰορδανικῆς Κυβερνήσεως λέγει ὅτι ἡ ἐπικεφαλῆς τῶν παρατηρητῶν τῶν Ἡνωμένων Ἐθνῶν ἐπληροφόρησεν αὐτὴν ὅτι ἡ Ἡνωμένη Ἀραβικὴ Δημοκρατία ἐχορήγησεν ἄδεια πρὸς τὰ ἀεροσκάφη τῆς Ἰορδανίας νὰ ἐπαναλάβουν τὰς πτήσεις των ὑπεράνω περιοχῶν τῆς Δημοκρατίας. <box>90 199 236 498</box>
market-price: 1.70 <box>364 2535 392 2550</box>
market-row <box>248 2489 394 2504</box>
market-item: Κριθὴ <box>251 2489 287 2504</box>
notice-title: Παγκρήτιος Ἕνωσις Βομβοπλήκτων Πυροπαθῶν ΕΔΡΑ ΧΑΝΙΑ <box>870 1465 996 1547</box>
headline-market: Η ΚΙΝΗΣΙΣ ΤΗΣ ΑΓΟΡΑΣ ΜΑΣ <box>90 2283 364 2306</box>
market-price: 3.60 <box>364 2474 392 2489</box>
article-salaries-a: ΑΘΗΝΑΙ 31. — Ἀνεκοίνωσεν ὅτι ὁ πρωθυπουργὸς κ. Καραμανλῆς ὑπὸ τῆς ἀναχωρήσεως του εἰς Μπὸν καὶ κατὰ τὴν ὁποίαν θὰ ἐξαγγελθῇ τὰ κατωθι μέτρα διὰ τοῦ προϋπολογισμοῦ. Κατὰ τὰς πληροφορίας τῶν Ἀθηνῶν θὰ γίνῃ αὔξησις τῶν μισθῶν τῶν δημοσίων ὑπαλλήλων ἀπὸ 1ης Ὀκτωβρίου κατὰ ποσοστὸν 5—10%. Αἱ αὐξήσεις θὰ εἶναι μικραί. <box>611 2092 803 2324</box>
market-row <box>248 2550 394 2565</box>
article-collision: Τὴν 8ην νυκτερινὴν προχθὲς ἐπὶ τῆς Λεωφόρου Βασιλέως Γεωργίου Β' παρὰ τὸ Δημοτικὸν Πάρκον, ἐπιβατικὸν αὐτοκίνητον Δ.Χ. ὁδηγούμενον ὑπὸ τοῦ Ἰωάνν. Βορσῆ, συνεκρούσθη λόγῳ ὑπερβολικῆς ταχύτητος καὶ ἀντικανονικῆς πορείας, μὲ ἀντίθετος βαῖνον μοτοποδήλατον ὁδηγούμενον ὑπὸ τοῦ Νικ. Παπαδάκη, μὲ ἀποτέλεσμα τὸν μάλλον σοβαρὸν τραυματισμὸν τοῦ δευτέρου. Ὁ ὁδηγὸς τοῦ ἀγοραίου συνελήφθη. <box>90 1759 236 2142</box>
column-right <box>1014 68 1307 1828</box>
headline-pasternak: ΧΑΡΑΚΤΗΡΙΖΕΤΑΙ ΑΚΑΤΑΝΟΗΤΟΝ ΣΦΑΛΜΑ Η ΔΙΩΞΙΣ ΤΟΥ ΣΥΓΓΡΑΦΕΩΣ ΠΑΣΤΕΡΝΑΚ <box>430 1214 812 1253</box>
market-item: Βρώμη <box>251 2504 293 2519</box>
market-price: 301.80 <box>349 2550 392 2565</box>
headline-council: ΤΟ ΔΗΜΟΤΙΚΟΝ ΣΥΜΒΟΥΛΙΟΝ <box>103 2147 223 2180</box>
subhead-intellectuals: ΔΙΑΒΗΜΑΤΑ ΞΕΝΩΝ ΔΙΑΝΟΟΥΜΕΝΩΝ <box>493 1281 750 1296</box>
market-prices-table <box>248 2474 394 2565</box>
